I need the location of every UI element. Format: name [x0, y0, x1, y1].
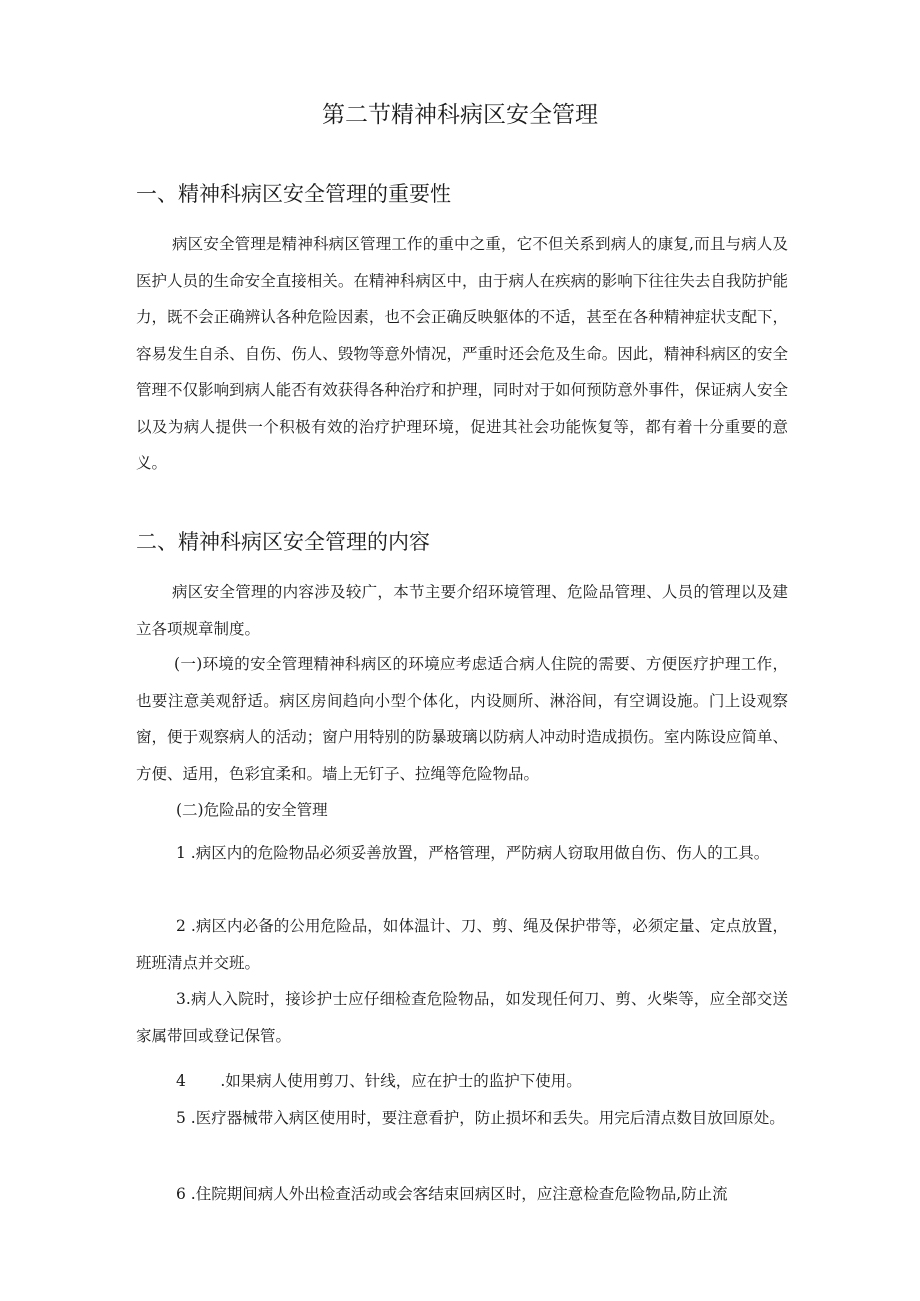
- list-item-2: 2 .病区内必备的公用危险品，如体温计、刀、剪、绳及保护带等，必须定量、定点放置，班班清点并交班。: [136, 917, 788, 972]
- section2-intro: 病区安全管理的内容涉及较广，本节主要介绍环境管理、危险品管理、人员的管理以及建立各项规章制度。: [136, 583, 788, 638]
- list-item-1: 1 .病区内的危险物品必须妥善放置，严格管理，严防病人窃取用做自伤、伤人的工具。: [176, 844, 770, 862]
- dangerous-goods-heading: (二)危险品的安全管理: [176, 801, 328, 819]
- list-item-6: 6 .住院期间病人外出检查活动或会客结束回病区时，应注意检查危险物品,防止流: [176, 1185, 728, 1203]
- list-item-3: 3.病人入院时，接诊护士应仔细检查危险物品，如发现任何刀、剪、火柴等，应全部交送家属带回或登记保管。: [136, 990, 788, 1045]
- section1-paragraph: 病区安全管理是精神科病区管理工作的重中之重，它不但关系到病人的康复,而且与病人及医护人员的生命安全直接相关。在精神科病区中，由于病人在疾病的影响下往往失去自我防护能力，既不会正确辨认各种危险因素，也不会正确反映躯体的不适，甚至在各种精神症状支配下，容易发生自杀、自伤、伤人、毁物等意外情况，严重时还会危及生命。因此，精神科病区的安全管理不仅影响到病人能否有效获得各种治疗和护理，同时对于如何预防意外事件，保证病人安全以及为病人提供一个积极有效的治疗护理环境，促进其社会功能恢复等，都有着十分重要的意义。: [136, 235, 788, 472]
- page-title: 第二节精神科病区安全管理: [322, 102, 598, 128]
- list-item-4: 4 .如果病人使用剪刀、针线，应在护士的监护下使用。: [176, 1072, 582, 1090]
- list-item-5: 5 .医疗器械带入病区使用时，要注意看护，防止损坏和丢失。用完后清点数目放回原处。: [176, 1109, 785, 1127]
- section1-heading: 一、精神科病区安全管理的重要性: [136, 182, 451, 206]
- section2-heading: 二、精神科病区安全管理的内容: [136, 530, 430, 554]
- environment-paragraph: (一)环境的安全管理精神科病区的环境应考虑适合病人住院的需要、方便医疗护理工作，也要注意美观舒适。病区房间趋向小型个体化，内设厕所、淋浴间，有空调设施。门上设观察窗，便于观察病人的活动；窗户用特别的防暴玻璃以防病人冲动时造成损伤。室内陈设应简单、方便、适用，色彩宜柔和。墙上无钉子、拉绳等危险物品。: [136, 655, 788, 783]
